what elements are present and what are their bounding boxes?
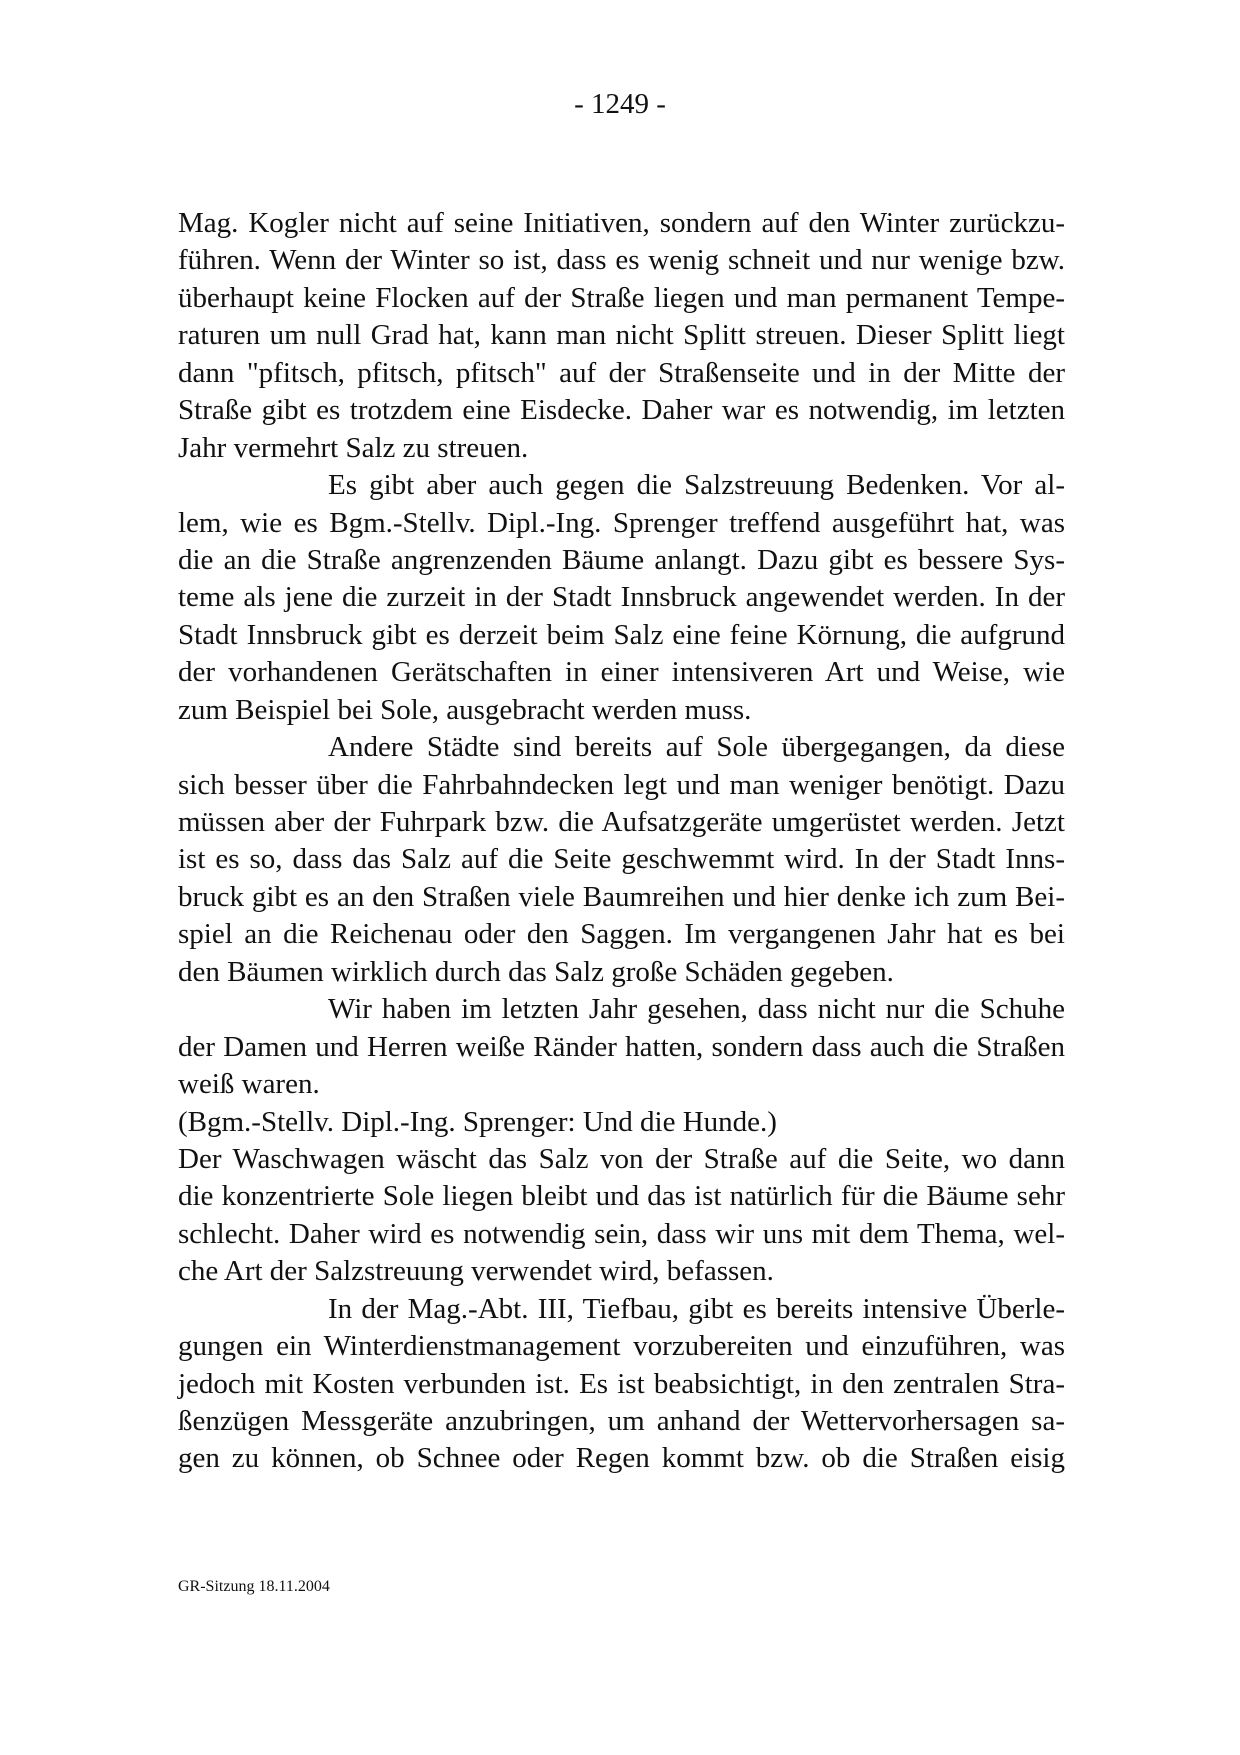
text-line: teme als jene die zurzeit in der Stadt Innsbruck angewendet werden. In der: [178, 581, 1065, 614]
text-line: bruck gibt es an den Straßen viele Baumreihen und hier denke ich zum Bei-: [178, 880, 1065, 913]
text-line: Andere Städte sind bereits auf Sole übergegangen, da diese: [328, 731, 1065, 764]
text-line: sich besser über die Fahrbahndecken legt und man weniger benötigt. Dazu: [178, 768, 1065, 801]
text-line: spiel an die Reichenau oder den Saggen. Im vergangenen Jahr hat es bei: [178, 918, 1065, 951]
text-line: der Damen und Herren weiße Ränder hatten, sondern dass auch die Straßen: [178, 1030, 1065, 1063]
text-line: Mag. Kogler nicht auf seine Initiativen, sondern auf den Winter zurückzu-: [178, 207, 1065, 239]
text-line: ßenzügen Messgeräte anzubringen, um anhand der Wettervorhersagen sa-: [178, 1405, 1065, 1437]
text-line: schlecht. Daher wird es notwendig sein, dass wir uns mit dem Thema, wel-: [178, 1217, 1065, 1250]
text-line: weiß waren.: [178, 1068, 320, 1101]
text-line: Der Waschwagen wäscht das Salz von der Straße auf die Seite, wo dann: [178, 1142, 1065, 1175]
text-line: Es gibt aber auch gegen die Salzstreuung Bedenken. Vor al-: [328, 469, 1065, 502]
text-line: die an die Straße angrenzenden Bäume anlangt. Dazu gibt es bessere Sys-: [178, 543, 1065, 576]
text-line: überhaupt keine Flocken auf der Straße liegen und man permanent Tempe-: [178, 281, 1065, 314]
text-line: che Art der Salzstreuung verwendet wird, befassen.: [178, 1255, 774, 1288]
text-line: ist es so, dass das Salz auf die Seite geschwemmt wird. In der Stadt Inns-: [178, 843, 1065, 876]
text-line: lem, wie es Bgm.-Stellv. Dipl.-Ing. Sprenger treffend ausgeführt hat, was: [178, 506, 1065, 539]
text-line: Jahr vermehrt Salz zu streuen.: [178, 431, 529, 464]
text-line: In der Mag.-Abt. III, Tiefbau, gibt es bereits intensive Überle-: [328, 1292, 1065, 1325]
text-line: Stadt Innsbruck gibt es derzeit beim Salz eine feine Körnung, die aufgrund: [178, 618, 1065, 651]
text-line: (Bgm.-Stellv. Dipl.-Ing. Sprenger: Und die Hunde.): [178, 1105, 777, 1138]
text-line: den Bäumen wirklich durch das Salz große Schäden gegeben.: [178, 955, 894, 988]
text-line: zum Beispiel bei Sole, ausgebracht werden muss.: [178, 693, 752, 726]
text-line: jedoch mit Kosten verbunden ist. Es ist beabsichtigt, in den zentralen Stra-: [178, 1367, 1065, 1400]
text-line: müssen aber der Fuhrpark bzw. die Aufsatzgeräte umgerüstet werden. Jetzt: [178, 806, 1065, 838]
footer-session-date: GR-Sitzung 18.11.2004: [178, 1578, 330, 1595]
text-line: Wir haben im letzten Jahr gesehen, dass nicht nur die Schuhe: [328, 993, 1065, 1026]
text-line: dann "pfitsch, pfitsch, pfitsch" auf der Straßenseite und in der Mitte der: [178, 356, 1065, 389]
body-text: [178, 205, 1065, 1478]
text-line: die konzentrierte Sole liegen bleibt und das ist natürlich für die Bäume sehr: [178, 1180, 1065, 1213]
text-line: gen zu können, ob Schnee oder Regen kommt bzw. ob die Straßen eisig: [178, 1442, 1065, 1475]
text-line: der vorhandenen Gerätschaften in einer intensiveren Art und Weise, wie: [178, 656, 1065, 689]
text-line: raturen um null Grad hat, kann man nicht Splitt streuen. Dieser Splitt liegt: [178, 319, 1065, 352]
text-line: gungen ein Winterdienstmanagement vorzubereiten und einzuführen, was: [178, 1330, 1065, 1363]
page-number: - 1249 -: [574, 88, 666, 120]
text-line: führen. Wenn der Winter so ist, dass es wenig schneit und nur wenige bzw.: [178, 244, 1065, 277]
text-line: Straße gibt es trotzdem eine Eisdecke. Daher war es notwendig, im letzten: [178, 394, 1065, 427]
